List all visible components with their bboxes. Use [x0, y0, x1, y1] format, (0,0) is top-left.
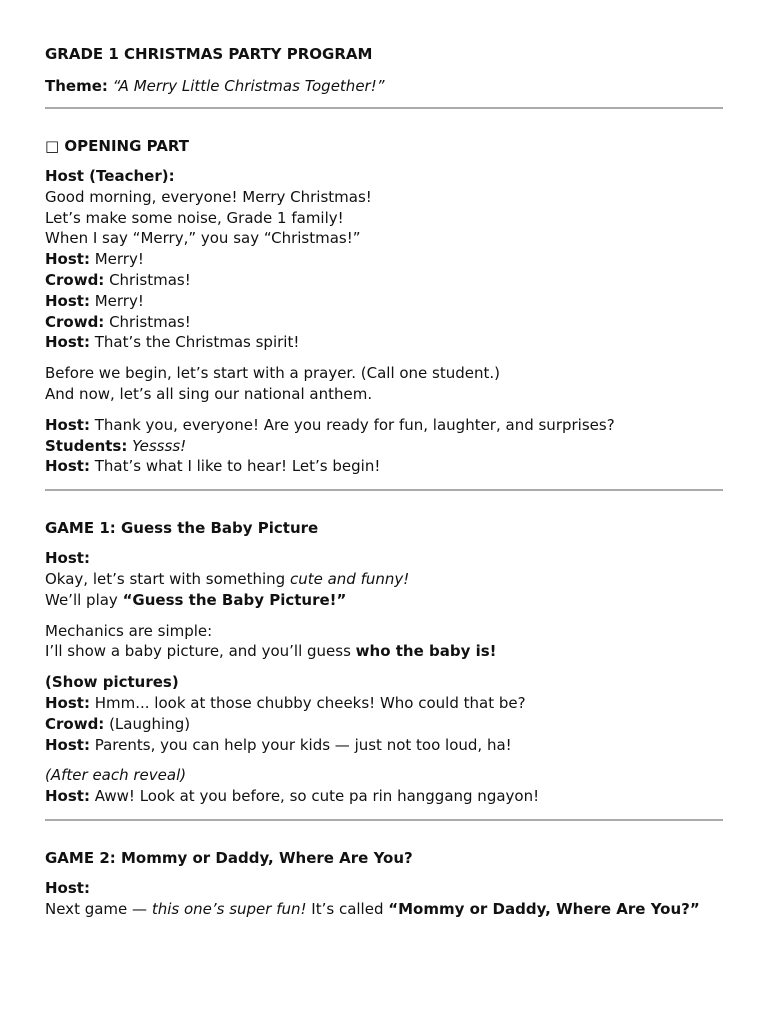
- stage-direction: (After each reveal): [45, 766, 187, 785]
- speaker: Crowd:: [45, 714, 105, 733]
- speaker: Students:: [45, 436, 128, 455]
- speaker: Host:: [45, 693, 90, 712]
- dialogue: Christmas!: [104, 312, 191, 331]
- section-title-game1: GAME 1: Guess the Baby Picture: [45, 519, 319, 538]
- game1-paragraph-2: [45, 621, 723, 663]
- section-title-game2: GAME 2: Mommy or Daddy, Where Are You?: [45, 848, 413, 867]
- game2-paragraph-1: [45, 878, 723, 920]
- dialogue-line: [45, 735, 723, 756]
- opening-paragraph-1: [45, 166, 723, 353]
- game-name: “Mommy or Daddy, Where Are You?”: [388, 899, 700, 918]
- dialogue: Merry!: [89, 291, 144, 310]
- script-line: When I say “Merry,” you say “Christmas!”: [45, 229, 361, 248]
- section-title-text: OPENING PART: [64, 137, 189, 155]
- speaker: Crowd:: [45, 270, 105, 289]
- text-run: I’ll show a baby picture, and you’ll guess: [45, 642, 356, 661]
- dialogue-line: [45, 456, 723, 477]
- script-line: [45, 569, 723, 590]
- dialogue: Yessss!: [132, 436, 187, 455]
- script-line: Mechanics are simple:: [45, 621, 213, 640]
- text-run-italic: cute and funny!: [289, 569, 410, 588]
- speaker: Host:: [45, 415, 90, 434]
- speaker: Host:: [45, 457, 90, 476]
- dialogue-line: [45, 332, 723, 353]
- dialogue: That’s the Christmas spirit!: [89, 333, 300, 352]
- dialogue-line: [45, 786, 723, 807]
- speaker: Host:: [45, 333, 90, 352]
- speaker: Host:: [45, 735, 90, 754]
- script-line: Good morning, everyone! Merry Christmas!: [45, 187, 372, 206]
- speaker-heading: Host (Teacher):: [45, 167, 175, 185]
- speaker: Host:: [45, 250, 90, 269]
- dialogue: Christmas!: [104, 270, 191, 289]
- divider: [45, 819, 723, 821]
- document-title: GRADE 1 CHRISTMAS PARTY PROGRAM: [45, 45, 373, 63]
- text-run-bold: who the baby is!: [355, 642, 497, 661]
- dialogue-line: [45, 415, 723, 436]
- dialogue: Merry!: [89, 250, 144, 269]
- dialogue-line: [45, 312, 723, 333]
- dialogue-line: [45, 714, 723, 735]
- stage-direction: (Show pictures): [45, 673, 179, 692]
- divider: [45, 107, 723, 109]
- script-line: [45, 590, 723, 611]
- speaker: Crowd:: [45, 312, 105, 331]
- dialogue-line: [45, 270, 723, 291]
- opening-paragraph-2: [45, 363, 723, 405]
- speaker: Host:: [45, 787, 90, 806]
- script-line: Let’s make some noise, Grade 1 family!: [45, 208, 344, 227]
- theme-value: “A Merry Little Christmas Together!”: [112, 77, 385, 95]
- dialogue-line: [45, 249, 723, 270]
- game1-paragraph-3: [45, 672, 723, 755]
- game1-paragraph-4: [45, 765, 723, 807]
- theme-label: Theme:: [45, 77, 108, 95]
- dialogue-line: [45, 291, 723, 312]
- game1-paragraph-1: [45, 548, 723, 610]
- speaker-heading: Host:: [45, 878, 90, 897]
- speaker: Host:: [45, 291, 90, 310]
- script-line: [45, 641, 723, 662]
- text-run: Next game —: [45, 899, 152, 918]
- dialogue: Parents, you can help your kids — just not too loud, ha!: [89, 735, 512, 754]
- dialogue: (Laughing): [104, 714, 191, 733]
- game-name: “Guess the Baby Picture!”: [122, 590, 347, 609]
- gift-icon: □: [45, 137, 60, 155]
- dialogue: That’s what I like to hear! Let’s begin!: [89, 457, 381, 476]
- dialogue: Aww! Look at you before, so cute pa rin hanggang ngayon!: [89, 787, 540, 806]
- theme-line: [45, 77, 723, 95]
- dialogue: Hmm... look at those chubby cheeks! Who could that be?: [89, 693, 526, 712]
- text-run: Okay, let’s start with something: [45, 569, 290, 588]
- dialogue: Thank you, everyone! Are you ready for fun, laughter, and surprises?: [89, 415, 615, 434]
- dialogue-line: [45, 436, 723, 457]
- dialogue-line: [45, 693, 723, 714]
- divider: [45, 489, 723, 491]
- text-run-italic: this one’s super fun!: [151, 899, 307, 918]
- script-line: And now, let’s all sing our national anthem.: [45, 384, 373, 403]
- text-run: It’s called: [306, 899, 389, 918]
- script-line: [45, 899, 723, 920]
- text-run: We’ll play: [45, 590, 123, 609]
- opening-paragraph-3: [45, 415, 723, 477]
- speaker-heading: Host:: [45, 549, 90, 568]
- section-title-opening: [45, 137, 723, 155]
- script-line: Before we begin, let’s start with a prayer. (Call one student.): [45, 364, 501, 383]
